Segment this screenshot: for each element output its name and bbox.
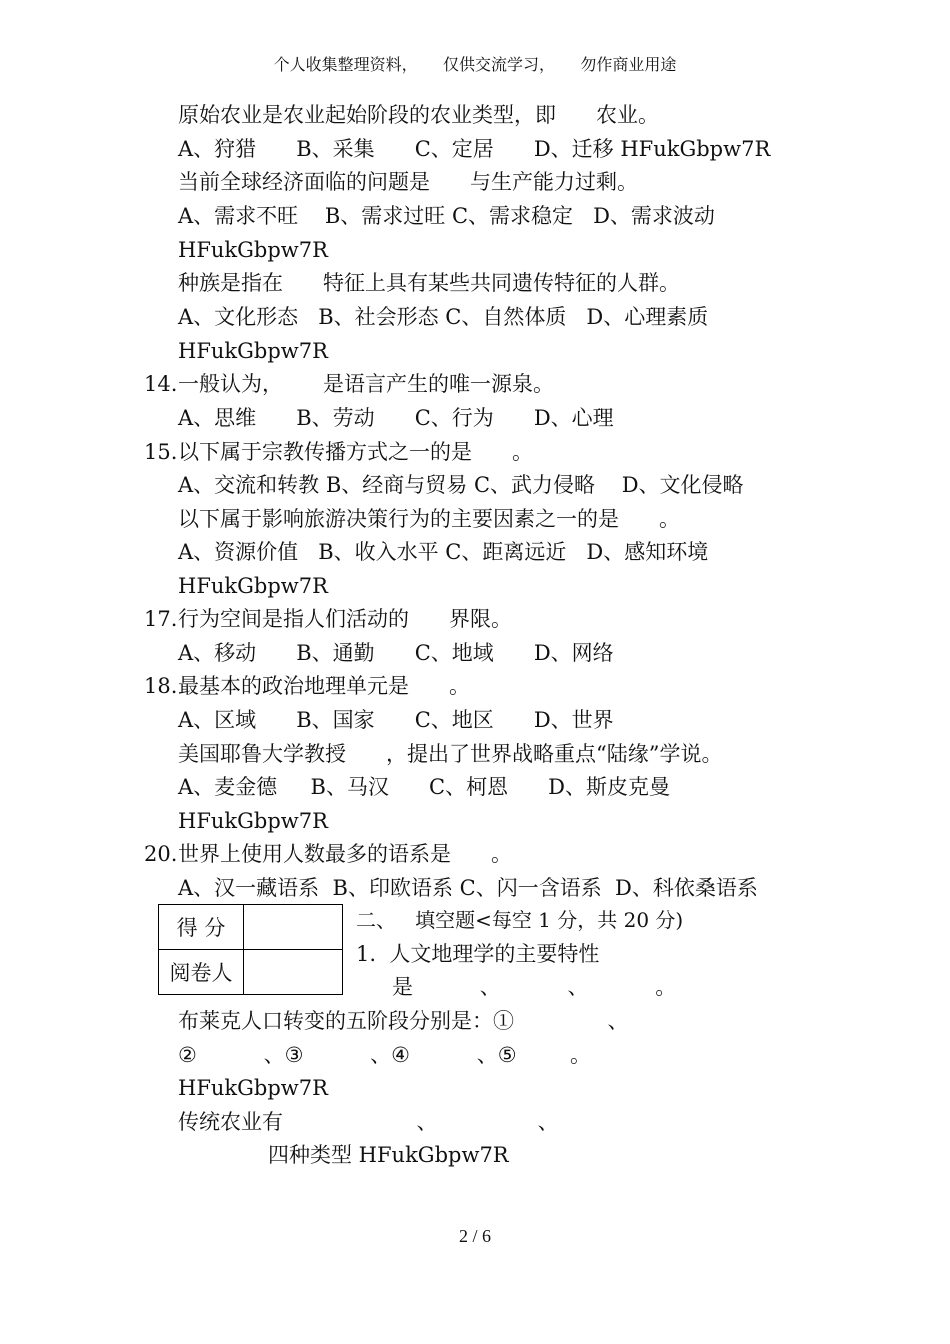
question-number: 15. bbox=[144, 440, 178, 464]
question-options: A、麦金德 B、马汉 C、柯恩 D、斯皮克曼 bbox=[178, 775, 670, 799]
fill-question-blanks: 是 、 、 。 bbox=[392, 975, 677, 999]
fill-question-stem: 布莱克人口转变的五阶段分别是：① 、 bbox=[178, 1009, 629, 1033]
question-options-cont: HFukGbpw7R bbox=[178, 809, 328, 833]
question-stem: 一般认为， 是语言产生的唯一源泉。 bbox=[178, 372, 555, 396]
question-options: A、思维 B、劳动 C、行为 D、心理 bbox=[178, 406, 614, 430]
question-stem: 行为空间是指人们活动的 界限。 bbox=[178, 607, 513, 631]
fill-question-cont: 四种类型 HFukGbpw7R bbox=[268, 1143, 509, 1167]
question-options: A、移动 B、通勤 C、地域 D、网络 bbox=[178, 641, 614, 665]
page-header: 个人收集整理资料， 仅供交流学习， 勿作商业用途 bbox=[273, 55, 677, 74]
question-options: A、文化形态 B、社会形态 C、自然体质 D、心理素质 bbox=[178, 305, 709, 329]
question-stem: 原始农业是农业起始阶段的农业类型，即 农业。 bbox=[178, 103, 660, 127]
question-stem: 世界上使用人数最多的语系是 。 bbox=[178, 842, 513, 866]
question-stem: 美国耶鲁大学教授 ，提出了世界战略重点“陆缘”学说。 bbox=[178, 742, 723, 766]
question-options-cont: HFukGbpw7R bbox=[178, 574, 328, 598]
score-box bbox=[158, 904, 343, 995]
score-cell bbox=[244, 905, 343, 950]
question-options: A、汉一藏语系 B、印欧语系 C、闪一含语系 D、科依桑语系 bbox=[178, 876, 758, 900]
reviewer-cell bbox=[244, 950, 343, 995]
question-number: 18. bbox=[144, 674, 178, 698]
question-stem: 种族是指在 特征上具有某些共同遗传特征的人群。 bbox=[178, 271, 681, 295]
section-title: 二、 填空题<每空 1 分，共 20 分) bbox=[356, 908, 684, 932]
question-stem: 以下属于宗教传播方式之一的是 。 bbox=[178, 440, 534, 464]
reviewer-label: 阅卷人 bbox=[159, 950, 244, 995]
fill-question-blanks: ② 、③ 、④ 、⑤ 。 bbox=[178, 1043, 591, 1067]
fill-question-stem: 1. 人文地理学的主要特性 bbox=[356, 942, 600, 966]
question-options: A、资源价值 B、收入水平 C、距离远近 D、感知环境 bbox=[178, 540, 709, 564]
fill-question-stem: 传统农业有 、 、 bbox=[178, 1110, 559, 1134]
question-stem: 当前全球经济面临的问题是 与生产能力过剩。 bbox=[178, 170, 639, 194]
question-stem: 最基本的政治地理单元是 。 bbox=[178, 674, 471, 698]
question-options: A、区域 B、国家 C、地区 D、世界 bbox=[178, 708, 614, 732]
question-options-cont: HFukGbpw7R bbox=[178, 238, 328, 262]
question-options: A、狩猎 B、采集 C、定居 D、迁移 HFukGbpw7R bbox=[178, 137, 771, 161]
question-options: A、交流和转教 B、经商与贸易 C、武力侵略 D、文化侵略 bbox=[178, 473, 744, 497]
question-number: 17. bbox=[144, 607, 178, 631]
question-number: 14. bbox=[144, 372, 178, 396]
question-number: 20. bbox=[144, 842, 178, 866]
fill-question-tag: HFukGbpw7R bbox=[178, 1076, 328, 1100]
page-number: 2 / 6 bbox=[458, 1226, 491, 1246]
question-options: A、需求不旺 B、需求过旺 C、需求稳定 D、需求波动 bbox=[178, 204, 715, 228]
question-options-cont: HFukGbpw7R bbox=[178, 339, 328, 363]
score-label: 得 分 bbox=[159, 905, 244, 950]
question-stem: 以下属于影响旅游决策行为的主要因素之一的是 。 bbox=[178, 507, 681, 531]
